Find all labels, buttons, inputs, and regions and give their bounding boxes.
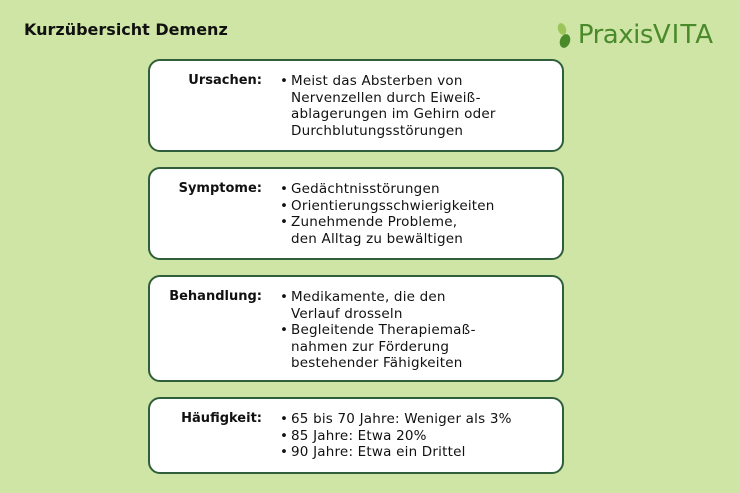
list-item: • Zunehmende Probleme, den Alltag zu bewältigen [280, 214, 495, 247]
card-list [280, 411, 512, 461]
list-item: • Begleitende Therapiemaß- nahmen zur Förderung bestehender Fähigkeiten [280, 322, 476, 372]
brand-name-praxis: Praxis [577, 20, 653, 50]
card-list [280, 289, 476, 372]
list-item: • 85 Jahre: Etwa 20% [280, 428, 512, 445]
card-label: Häufigkeit: [181, 411, 262, 426]
card-label: Behandlung: [169, 289, 262, 304]
card-treatment [148, 275, 564, 382]
card-frequency [148, 397, 564, 474]
brand-logo [554, 20, 714, 50]
page-title: Kurzübersicht Demenz [24, 20, 228, 39]
brand-name [578, 20, 714, 50]
card-symptoms [148, 167, 564, 260]
list-item: • Orientierungsschwierigkeiten [280, 198, 495, 215]
card-list [280, 181, 495, 247]
list-item: • Meist das Absterben von Nervenzellen durch Eiweiß- ablagerungen im Gehirn oder Durchblutungsstörungen [280, 73, 496, 139]
card-label: Ursachen: [188, 73, 262, 88]
list-item: • Gedächtnisstörungen [280, 181, 495, 198]
brand-name-vita: VITA [652, 20, 714, 50]
list-item: • Medikamente, die den Verlauf drosseln [280, 289, 476, 322]
list-item: • 65 bis 70 Jahre: Weniger als 3% [280, 411, 512, 428]
list-item: • 90 Jahre: Etwa ein Drittel [280, 444, 512, 461]
card-causes [148, 59, 564, 152]
card-list [280, 73, 496, 139]
leaf-icon [554, 21, 574, 49]
card-label: Symptome: [178, 181, 262, 196]
